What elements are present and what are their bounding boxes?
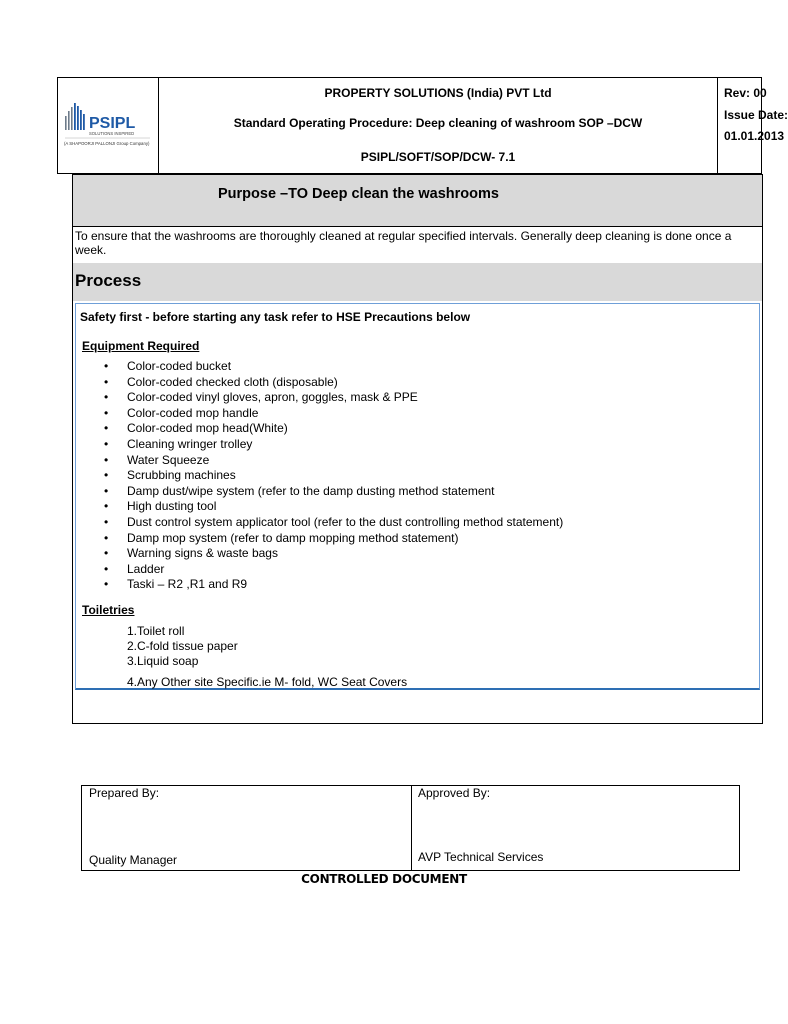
safety-note: Safety first - before starting any task refer to HSE Precautions below xyxy=(80,310,471,324)
list-item: • Water Squeeze xyxy=(73,453,563,469)
approved-by-label: Approved By: xyxy=(418,786,491,800)
list-item: • Color-coded checked cloth (disposable) xyxy=(73,375,563,391)
svg-text:PSIPL: PSIPL xyxy=(89,115,136,132)
prepared-by-role: Quality Manager xyxy=(89,853,178,867)
list-item: • High dusting tool xyxy=(73,499,563,515)
sop-title: Standard Operating Procedure: Deep cleaning of washroom SOP –DCW xyxy=(233,116,643,130)
signoff-table xyxy=(81,785,740,871)
list-item: • Taski – R2 ,R1 and R9 xyxy=(73,577,563,593)
issue-date: 01.01.2013 xyxy=(724,129,785,143)
revision-cell xyxy=(718,78,788,173)
purpose-title: Purpose –TO Deep clean the washrooms xyxy=(218,186,499,202)
purpose-text: To ensure that the washrooms are thoroughly cleaned at regular specified intervals. Generally deep cleaning is done once a week. xyxy=(75,229,732,257)
prepared-by-label: Prepared By: xyxy=(89,786,160,800)
list-item: • Cleaning wringer trolley xyxy=(73,437,563,453)
equipment-heading: Equipment Required xyxy=(82,339,200,353)
psipl-logo xyxy=(62,100,154,152)
content-frame xyxy=(72,174,763,724)
list-item: • Dust control system applicator tool (refer to the dust controlling method statement) xyxy=(73,515,563,531)
svg-text:SOLUTIONS INSPIRED: SOLUTIONS INSPIRED xyxy=(89,131,135,136)
list-item: • Scrubbing machines xyxy=(73,468,563,484)
process-title: Process xyxy=(75,271,142,290)
list-item: 1.Toilet roll xyxy=(127,624,185,638)
approved-by-role: AVP Technical Services xyxy=(418,850,544,864)
process-bar xyxy=(73,263,762,301)
company-name: PROPERTY SOLUTIONS (India) PVT Ltd xyxy=(324,86,552,100)
toiletries-other: 4.Any Other site Specific.ie M- fold, WC Seat Covers xyxy=(127,675,408,689)
title-cell xyxy=(159,78,718,173)
list-item: • Color-coded bucket xyxy=(73,359,563,375)
equipment-list xyxy=(73,359,563,593)
list-item: 3.Liquid soap xyxy=(127,654,199,668)
list-item: • Color-coded vinyl gloves, apron, goggles, mask & PPE xyxy=(73,390,563,406)
svg-text:(A SHAPOORJI PALLONJI Group Co: (A SHAPOORJI PALLONJI Group Company) xyxy=(64,141,150,146)
list-item: • Warning signs & waste bags xyxy=(73,546,563,562)
controlled-document-label: CONTROLLED DOCUMENT xyxy=(301,872,467,886)
list-item: • Color-coded mop head(White) xyxy=(73,421,563,437)
list-item: • Color-coded mop handle xyxy=(73,406,563,422)
logo-cell xyxy=(58,78,159,173)
list-item: 2.C-fold tissue paper xyxy=(127,639,238,653)
toiletries-list xyxy=(127,624,238,669)
table-divider xyxy=(411,786,412,870)
revision: Rev: 00 xyxy=(724,86,767,100)
list-item: • Ladder xyxy=(73,562,563,578)
header-table xyxy=(57,77,788,174)
list-item: • Damp dust/wipe system (refer to the damp dusting method statement xyxy=(73,484,563,500)
list-item: • Damp mop system (refer to damp mopping method statement) xyxy=(73,531,563,547)
toiletries-heading: Toiletries xyxy=(82,603,135,617)
issue-date-label: Issue Date: xyxy=(724,108,788,122)
doc-code: PSIPL/SOFT/SOP/DCW- 7.1 xyxy=(360,150,516,164)
